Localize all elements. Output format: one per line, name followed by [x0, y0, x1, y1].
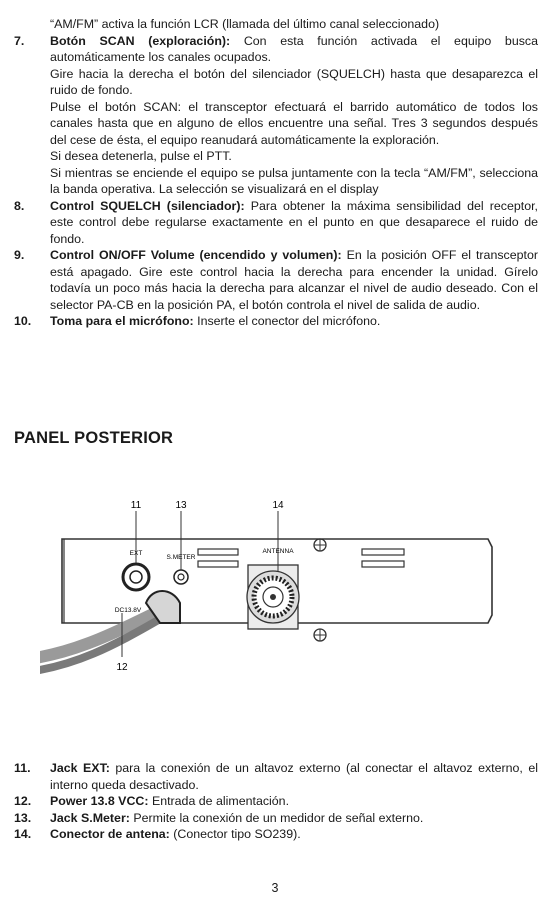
vent-slot	[362, 561, 404, 567]
item-body	[50, 826, 538, 843]
item-text: Si desea detenerla, pulse el PTT.	[50, 149, 232, 163]
item-text: Permite la conexión de un medidor de señal externo.	[133, 810, 424, 825]
item-text: Si mientras se enciende el equipo se pulsa juntamente con la tecla “AM/FM”, selecciona la banda operativa. La selección se visualizará en el display	[50, 165, 538, 196]
item-paragraph	[50, 16, 538, 33]
item-text: Gire hacia la derecha el botón del silenciador (SQUELCH) hasta que desaparezca el ruido de fondo.	[50, 66, 538, 97]
list-item	[14, 198, 538, 248]
callout-14: 14	[272, 500, 284, 511]
callout-11: 11	[130, 500, 142, 511]
item-text: Inserte el conector del micrófono.	[197, 314, 381, 328]
item-body	[50, 313, 538, 330]
label-dc: DC13.8V	[114, 607, 142, 614]
connectors-list	[14, 760, 538, 843]
item-number: 7.	[14, 33, 25, 48]
item-number: 10.	[14, 314, 32, 328]
list-item	[14, 16, 538, 33]
item-title: Control SQUELCH (silenciador):	[50, 198, 245, 213]
item-text: Entrada de alimentación.	[151, 794, 290, 808]
item-paragraph	[50, 165, 538, 198]
item-paragraph	[50, 793, 538, 810]
item-body	[50, 16, 538, 33]
section-heading: PANEL POSTERIOR	[14, 429, 174, 447]
rear-panel-diagram	[40, 495, 500, 685]
item-body	[50, 810, 538, 827]
item-body	[50, 793, 538, 810]
item-paragraph	[50, 760, 538, 793]
vent-slot	[198, 561, 238, 567]
item-paragraph	[50, 148, 538, 165]
callout-13: 13	[175, 500, 187, 511]
item-text: Con esta función activada el equipo busca automáticamente los canales ocupados.	[50, 33, 538, 64]
label-ext: EXT	[129, 550, 143, 557]
screw-icon	[314, 629, 326, 641]
list-item	[14, 33, 538, 198]
item-paragraph	[50, 313, 538, 330]
item-title: Jack S.Meter:	[50, 810, 130, 825]
item-title: Botón SCAN (exploración):	[50, 33, 231, 48]
item-text: (Conector tipo SO239).	[173, 827, 301, 841]
item-body	[50, 760, 538, 793]
callout-12: 12	[116, 662, 128, 673]
item-title: Jack EXT:	[50, 761, 110, 775]
list-item	[14, 793, 538, 810]
item-title: Toma para el micrófono:	[50, 314, 194, 328]
item-text: Pulse el botón SCAN: el transceptor efectuará el barrido automático de todos los canales hasta que en alguno de ellos encuentre una señal. Tres 3 segundos después del cese de ésta, el equipo reanudará automáticamente la exploración.	[50, 99, 538, 147]
ext-jack-icon	[123, 564, 149, 590]
vent-slot	[198, 549, 238, 555]
item-paragraph	[50, 810, 538, 827]
item-paragraph	[50, 33, 538, 66]
list-item	[14, 810, 538, 827]
item-title: Power 13.8 VCC:	[50, 794, 149, 808]
item-body	[50, 247, 538, 313]
item-text: Para obtener la máxima sensibilidad del receptor, este control debe regularse exactamente en el punto en que desaparece el ruido de fondo.	[50, 198, 538, 246]
item-paragraph	[50, 826, 538, 843]
label-smeter: S.METER	[166, 554, 196, 561]
item-text: “AM/FM” activa la función LCR (llamada del último canal seleccionado)	[50, 17, 440, 31]
item-number	[14, 16, 50, 33]
item-number: 11.	[14, 761, 31, 775]
item-text: para la conexión de un altavoz externo (al conectar el altavoz externo, el interno queda desactivado.	[50, 761, 538, 792]
item-paragraph	[50, 198, 538, 248]
list-item	[14, 760, 538, 793]
list-item	[14, 313, 538, 330]
power-cable-icon	[40, 591, 180, 673]
vent-slot	[362, 549, 404, 555]
item-number: 13.	[14, 810, 32, 825]
controls-list	[14, 16, 538, 330]
item-title: Conector de antena:	[50, 827, 170, 841]
item-number: 14.	[14, 827, 32, 841]
list-item	[14, 826, 538, 843]
antenna-connector-icon	[247, 565, 299, 629]
smeter-jack-icon	[174, 570, 188, 584]
item-paragraph	[50, 247, 538, 313]
item-text: En la posición OFF el transceptor está apagado. Gire este control hacia la derecha para encender la unidad. Gírelo todavía un poco más hacia la derecha para alcanzar el nivel de audio deseado. Con el selector PA-CB en la posición PA, el botón controla el nivel de salida de audio.	[50, 248, 538, 312]
item-number: 8.	[14, 198, 25, 213]
item-paragraph	[50, 99, 538, 149]
list-item	[14, 247, 538, 313]
screw-icon	[314, 539, 326, 551]
item-body	[50, 33, 538, 198]
label-antenna: ANTENNA	[262, 548, 294, 555]
item-paragraph	[50, 66, 538, 99]
page-number: 3	[271, 881, 279, 895]
item-body	[50, 198, 538, 248]
item-number: 12.	[14, 794, 32, 808]
item-number: 9.	[14, 248, 25, 262]
item-title: Control ON/OFF Volume (encendido y volumen):	[50, 248, 342, 262]
